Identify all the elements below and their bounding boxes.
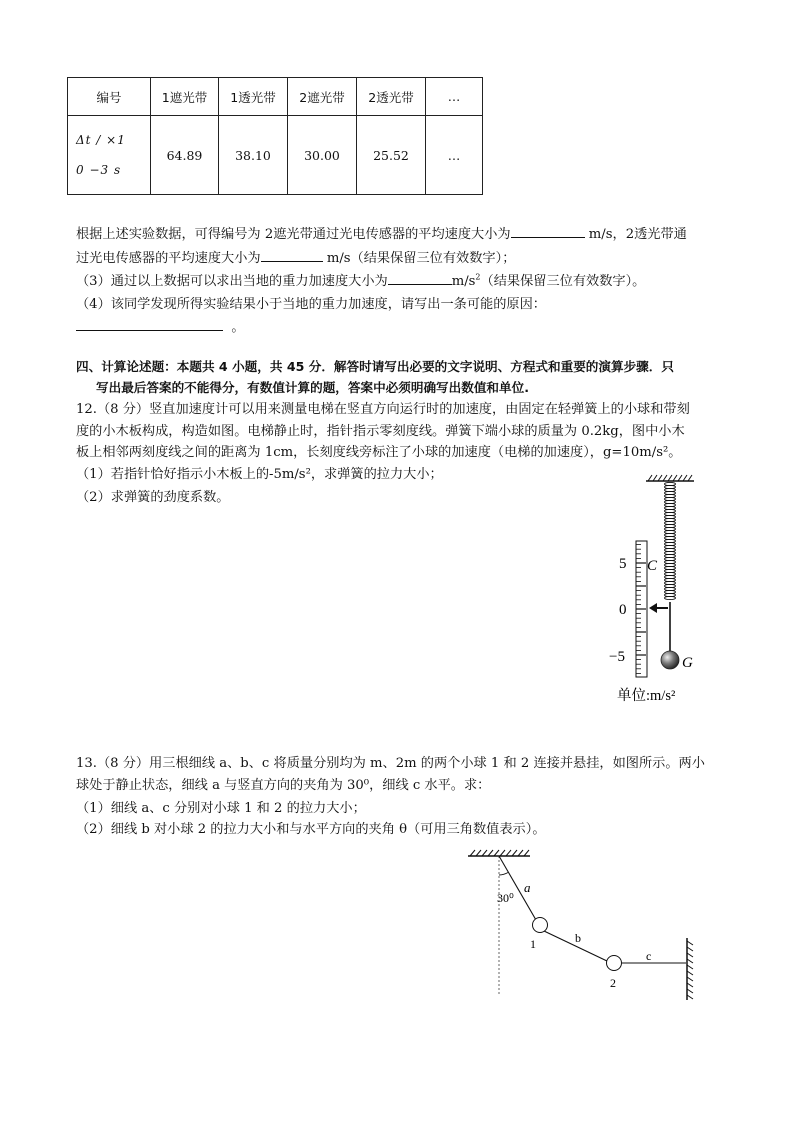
q13-line1: 13.（8 分）用三根细线 a、b、c 将质量分别均为 m、2m 的两个小球 1 和 2 连接并悬挂，如图所示。两小 [76, 756, 705, 771]
q11-line1: 根据上述实验数据，可得编号为 2遮光带通过光电传感器的平均速度大小为 m/s，2透光带通 [76, 223, 687, 242]
table-header-cell: 1透光带 [219, 78, 288, 116]
angle-label: 30⁰ [497, 891, 514, 905]
tick-label-0: 0 [619, 602, 627, 618]
table-row [68, 116, 483, 195]
label-ball-2: 2 [610, 976, 616, 990]
two-balls-figure [460, 845, 700, 1010]
q11-part3: （3）通过以上数据可以求出当地的重力加速度大小为 $m/s^2$（结果保留三位有效数字）。 [76, 272, 646, 289]
ceiling-hatch [468, 850, 530, 856]
angle-arc [499, 873, 508, 876]
table-header-row [68, 78, 483, 116]
section-heading-line2: 写出最后答案的不能得分，有数值计算的题，答案中必须明确写出数值和单位. [96, 380, 529, 395]
q12-sub1: （1）若指针恰好指示小木板上的-5m/s²，求弹簧的拉力大小； [76, 467, 443, 482]
answer-blank [388, 271, 452, 285]
ball-1 [533, 918, 548, 933]
answer-blank [511, 224, 585, 238]
q12-sub2: （2）求弹簧的劲度系数。 [76, 490, 230, 505]
label-g: G [682, 655, 693, 671]
spring [665, 482, 676, 599]
table-header-cell: 2遮光带 [288, 78, 357, 116]
table-cell: 25.52 [357, 116, 426, 195]
answer-blank [76, 317, 223, 331]
section-heading-line1: 四、计算论述题：本题共 4 小题，共 45 分．解答时请写出必要的文字说明、方程式和重要的演算步骤．只 [76, 359, 674, 374]
pointer-arrow [649, 603, 668, 613]
q12-line3: 板上相邻两刻度线之间的距离为 1cm，长刻度线旁标注了小球的加速度（电梯的加速度），g=10m/s²。 [76, 445, 682, 460]
table-cell: 64.89 [151, 116, 219, 195]
table-cell: 38.10 [219, 116, 288, 195]
ceiling-hatch [646, 475, 694, 481]
unit-label: 单位:m/s² [617, 688, 676, 704]
q11-part4: （4）该同学发现所得实验结果小于当地的重力加速度，请写出一条可能的原因： [76, 297, 546, 312]
q13-sub1: （1）细线 a、c 分别对小球 1 和 2 的拉力大小； [76, 801, 366, 816]
row-label-cell [68, 116, 151, 195]
table-header-cell: 编号 [68, 78, 151, 116]
q13-line2: 球处于静止状态，细线 a 与竖直方向的夹角为 30⁰，细线 c 水平。求： [76, 778, 491, 793]
experiment-table [67, 77, 483, 195]
row-label-line: 0 −3 s [76, 163, 122, 177]
q12-line1: 12.（8 分）竖直加速度计可以用来测量电梯在竖直方向运行时的加速度，由固定在轻弹簧上的小球和带刻 [76, 402, 690, 417]
label-b: b [575, 931, 581, 945]
table-header-cell: 2透光带 [357, 78, 426, 116]
table-header-cell: 1遮光带 [151, 78, 219, 116]
q13-sub2: （2）细线 b 对小球 2 的拉力大小和与水平方向的夹角 θ（可用三角数值表示）。 [76, 822, 546, 837]
label-c: c [646, 949, 652, 963]
label-c: C [647, 558, 658, 574]
table-header-cell: … [426, 78, 483, 116]
table-cell: … [426, 116, 483, 195]
q11-part4-answer: 。 [76, 316, 245, 335]
table-cell: 30.00 [288, 116, 357, 195]
tick-label-minus5: −5 [609, 649, 625, 665]
label-ball-1: 1 [530, 937, 536, 951]
ball-2 [607, 956, 622, 971]
ball-g [661, 651, 679, 669]
wall-hatch [687, 938, 693, 1000]
label-a: a [524, 880, 531, 895]
row-label-line: Δt / ×1 [76, 133, 126, 147]
accelerometer-figure [608, 470, 718, 710]
q12-line2: 度的小木板构成，构造如图。电梯静止时，指针指示零刻度线。弹簧下端小球的质量为 0.2kg，图中小木 [76, 424, 685, 439]
answer-blank [261, 248, 323, 262]
q11-line2: 过光电传感器的平均速度大小为 m/s（结果保留三位有效数字）； [76, 247, 515, 266]
tick-label-5: 5 [619, 556, 627, 572]
